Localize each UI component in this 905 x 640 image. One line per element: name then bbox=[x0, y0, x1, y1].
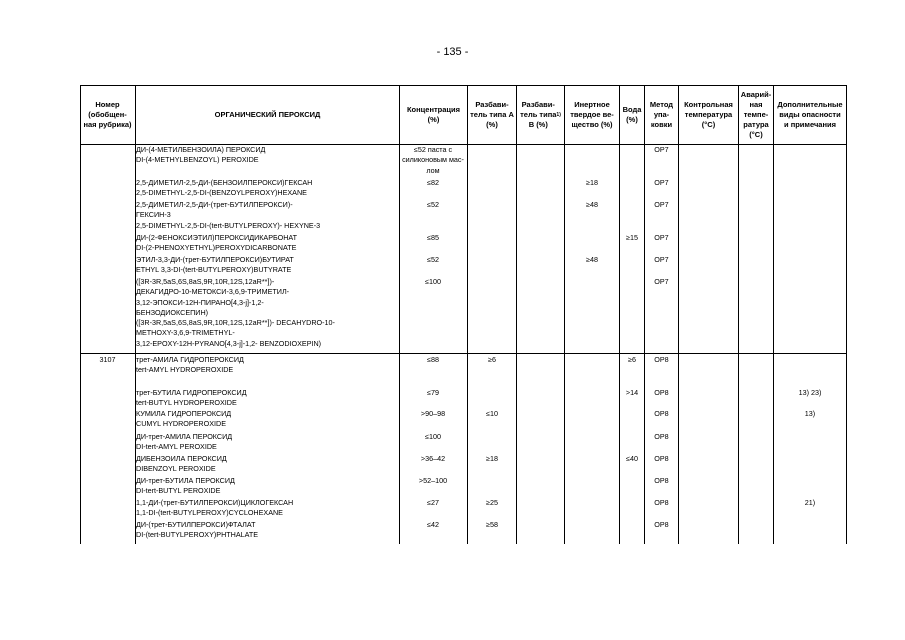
header-number: Номер (обобщен- ная рубрика) bbox=[83, 100, 132, 129]
cell-inert: ≥18 bbox=[586, 178, 598, 187]
cell-packing: OP7 bbox=[654, 200, 669, 209]
header-packing: Метод упа- ковки bbox=[649, 100, 674, 129]
page-number: - 135 - bbox=[436, 46, 469, 58]
cell-diluent-a: ≥6 bbox=[488, 355, 496, 364]
cell-name: КУМИЛА ГИДРОПЕРОКСИД CUMYL HYDROPEROXIDE bbox=[136, 409, 232, 429]
grid-line bbox=[846, 85, 847, 544]
cell-packing: OP7 bbox=[654, 178, 669, 187]
cell-water: ≥15 bbox=[626, 233, 638, 242]
cell-packing: OP8 bbox=[654, 432, 669, 441]
table-header bbox=[80, 85, 846, 145]
cell-concentration: ≤88 bbox=[427, 355, 439, 364]
cell-name: трет-БУТИЛА ГИДРОПЕРОКСИД tert-BUTYL HYDROPEROXIDE bbox=[136, 388, 247, 408]
cell-packing: OP7 bbox=[654, 277, 669, 286]
cell-packing: OP8 bbox=[654, 520, 669, 529]
cell-concentration: ≤42 bbox=[427, 520, 439, 529]
cell-concentration: >36–42 bbox=[420, 454, 446, 463]
cell-number: 3107 bbox=[99, 355, 116, 364]
grid-line bbox=[467, 85, 468, 544]
cell-name: ([3R-3R,5aS,6S,8aS,9R,10R,12S,12aR**])- ДЕКАГИДРО-10-МЕТОКСИ-3,6,9-ТРИМЕТИЛ- 3,12-ЭПОКСИ-12Н-ПИРАНО[4,3-j]-1,2- БЕНЗОДИОКСЕПИН) ([3R-3R,5aS,6S,8aS,9R,10R,12S,12aR**])- DECAHYDRO-10- METHOXY-3,6,9-TRIMETHYL- 3,12-EPOXY-12H-PYRANO[4,3-j]-1,2- BENZODIOXEPIN) bbox=[136, 277, 335, 348]
cell-concentration: >90–98 bbox=[420, 409, 446, 418]
header-diluent-a: Разбави- тель типа А (%) bbox=[470, 100, 514, 129]
cell-name: 1,1-ДИ-(трет-БУТИЛПЕРОКСИ)ЦИКЛОГЕКСАН 1,1-DI-(tert-BUTYLPEROXY)CYCLOHEXANE bbox=[136, 498, 294, 518]
header-inert: Инертное твердое ве- щество (%) bbox=[570, 100, 614, 129]
cell-name: 2,5-ДИМЕТИЛ-2,5-ДИ-(БЕНЗОИЛПЕРОКСИ)ГЕКСАН 2,5-DIMETHYL-2,5-DI-(BENZOYLPEROXY)HEXANE bbox=[136, 178, 313, 198]
cell-concentration: ≤100 bbox=[425, 277, 441, 286]
cell-diluent-a: ≥18 bbox=[486, 454, 498, 463]
cell-inert: ≥48 bbox=[586, 200, 598, 209]
cell-concentration: ≤52 паста с силиконовым мас- лом bbox=[402, 145, 464, 175]
cell-name: ДИ-(4-МЕТИЛБЕНЗОИЛА) ПЕРОКСИД DI-(4-METHYLBENZOYL) PEROXIDE bbox=[136, 145, 266, 165]
group-separator bbox=[80, 353, 846, 354]
cell-name: ДИ-трет-АМИЛА ПЕРОКСИД DI-tert-AMYL PEROXIDE bbox=[136, 432, 233, 452]
cell-diluent-a: ≥58 bbox=[486, 520, 498, 529]
cell-concentration: ≤85 bbox=[427, 233, 439, 242]
cell-packing: OP7 bbox=[654, 255, 669, 264]
cell-concentration: ≤79 bbox=[427, 388, 439, 397]
cell-notes: 21) bbox=[804, 498, 816, 507]
grid-line bbox=[619, 85, 620, 544]
peroxide-table bbox=[80, 85, 846, 544]
cell-name: трет-АМИЛА ГИДРОПЕРОКСИД tert-AMYL HYDROPEROXIDE bbox=[136, 355, 244, 375]
header-diluent-b: Разбави- тель типа В (%) 1) bbox=[520, 100, 561, 129]
grid-line bbox=[678, 85, 679, 544]
cell-packing: OP8 bbox=[654, 498, 669, 507]
cell-packing: OP7 bbox=[654, 145, 669, 154]
cell-water: ≥6 bbox=[628, 355, 636, 364]
cell-name: ЭТИЛ-3,3-ДИ-(трет-БУТИЛПЕРОКСИ)БУТИРАТ ETHYL 3,3-DI-(tert-BUTYLPEROXY)BUTYRATE bbox=[136, 255, 294, 275]
cell-water: >14 bbox=[625, 388, 639, 397]
grid-line bbox=[738, 85, 739, 544]
cell-concentration: ≤52 bbox=[427, 200, 439, 209]
cell-name: ДИБЕНЗОИЛА ПЕРОКСИД DIBENZOYL PEROXIDE bbox=[136, 454, 227, 474]
header-emergency-temp: Аварий- ная темпе- ратура (°С) bbox=[740, 90, 772, 139]
grid-line bbox=[773, 85, 774, 544]
cell-name: ДИ-(2-ФЕНОКСИЭТИЛ)ПЕРОКСИДИКАРБОНАТ DI-(2-PHENOXYETHYL)PEROXYDICARBONATE bbox=[136, 233, 298, 253]
cell-concentration: ≤82 bbox=[427, 178, 439, 187]
header-diluent-b-label: Разбави- тель типа В (%) bbox=[520, 100, 557, 129]
header-peroxide: ОРГАНИЧЕСКИЙ ПЕРОКСИД bbox=[214, 110, 321, 119]
cell-packing: OP8 bbox=[654, 476, 669, 485]
cell-concentration: ≤27 bbox=[427, 498, 439, 507]
header-notes: Дополнительные виды опасности и примечания bbox=[777, 100, 843, 129]
cell-packing: OP8 bbox=[654, 388, 669, 397]
cell-diluent-a: ≥25 bbox=[486, 498, 498, 507]
grid-line bbox=[80, 85, 81, 544]
header-control-temp: Контрольная температура (°С) bbox=[684, 100, 733, 129]
header-concentration: Концентрация (%) bbox=[406, 105, 461, 124]
cell-packing: OP7 bbox=[654, 233, 669, 242]
header-water: Вода (%) bbox=[622, 105, 642, 124]
cell-concentration: ≤52 bbox=[427, 255, 439, 264]
grid-line bbox=[564, 85, 565, 544]
cell-notes: 13) bbox=[804, 409, 816, 418]
cell-name: 2,5-ДИМЕТИЛ-2,5-ДИ-(трет-БУТИЛПЕРОКСИ)- ГЕКСИН-3 2,5-DIMETHYL-2,5-DI-(tert-BUTYLPEROXY)- HEXYNE-3 bbox=[136, 200, 321, 230]
cell-notes: 13) 23) bbox=[798, 388, 822, 397]
cell-packing: OP8 bbox=[654, 355, 669, 364]
cell-concentration: >52–100 bbox=[418, 476, 448, 485]
cell-concentration: ≤100 bbox=[425, 432, 441, 441]
cell-packing: OP8 bbox=[654, 409, 669, 418]
grid-line bbox=[516, 85, 517, 544]
cell-name: ДИ-(трет-БУТИЛПЕРОКСИ)ФТАЛАТ DI-(tert-BUTYLPEROXY)PHTHALATE bbox=[136, 520, 259, 540]
cell-inert: ≥48 bbox=[586, 255, 598, 264]
cell-water: ≤40 bbox=[626, 454, 638, 463]
cell-diluent-a: ≤10 bbox=[486, 409, 498, 418]
cell-name: ДИ-трет-БУТИЛА ПЕРОКСИД DI-tert-BUTYL PEROXIDE bbox=[136, 476, 235, 496]
cell-packing: OP8 bbox=[654, 454, 669, 463]
